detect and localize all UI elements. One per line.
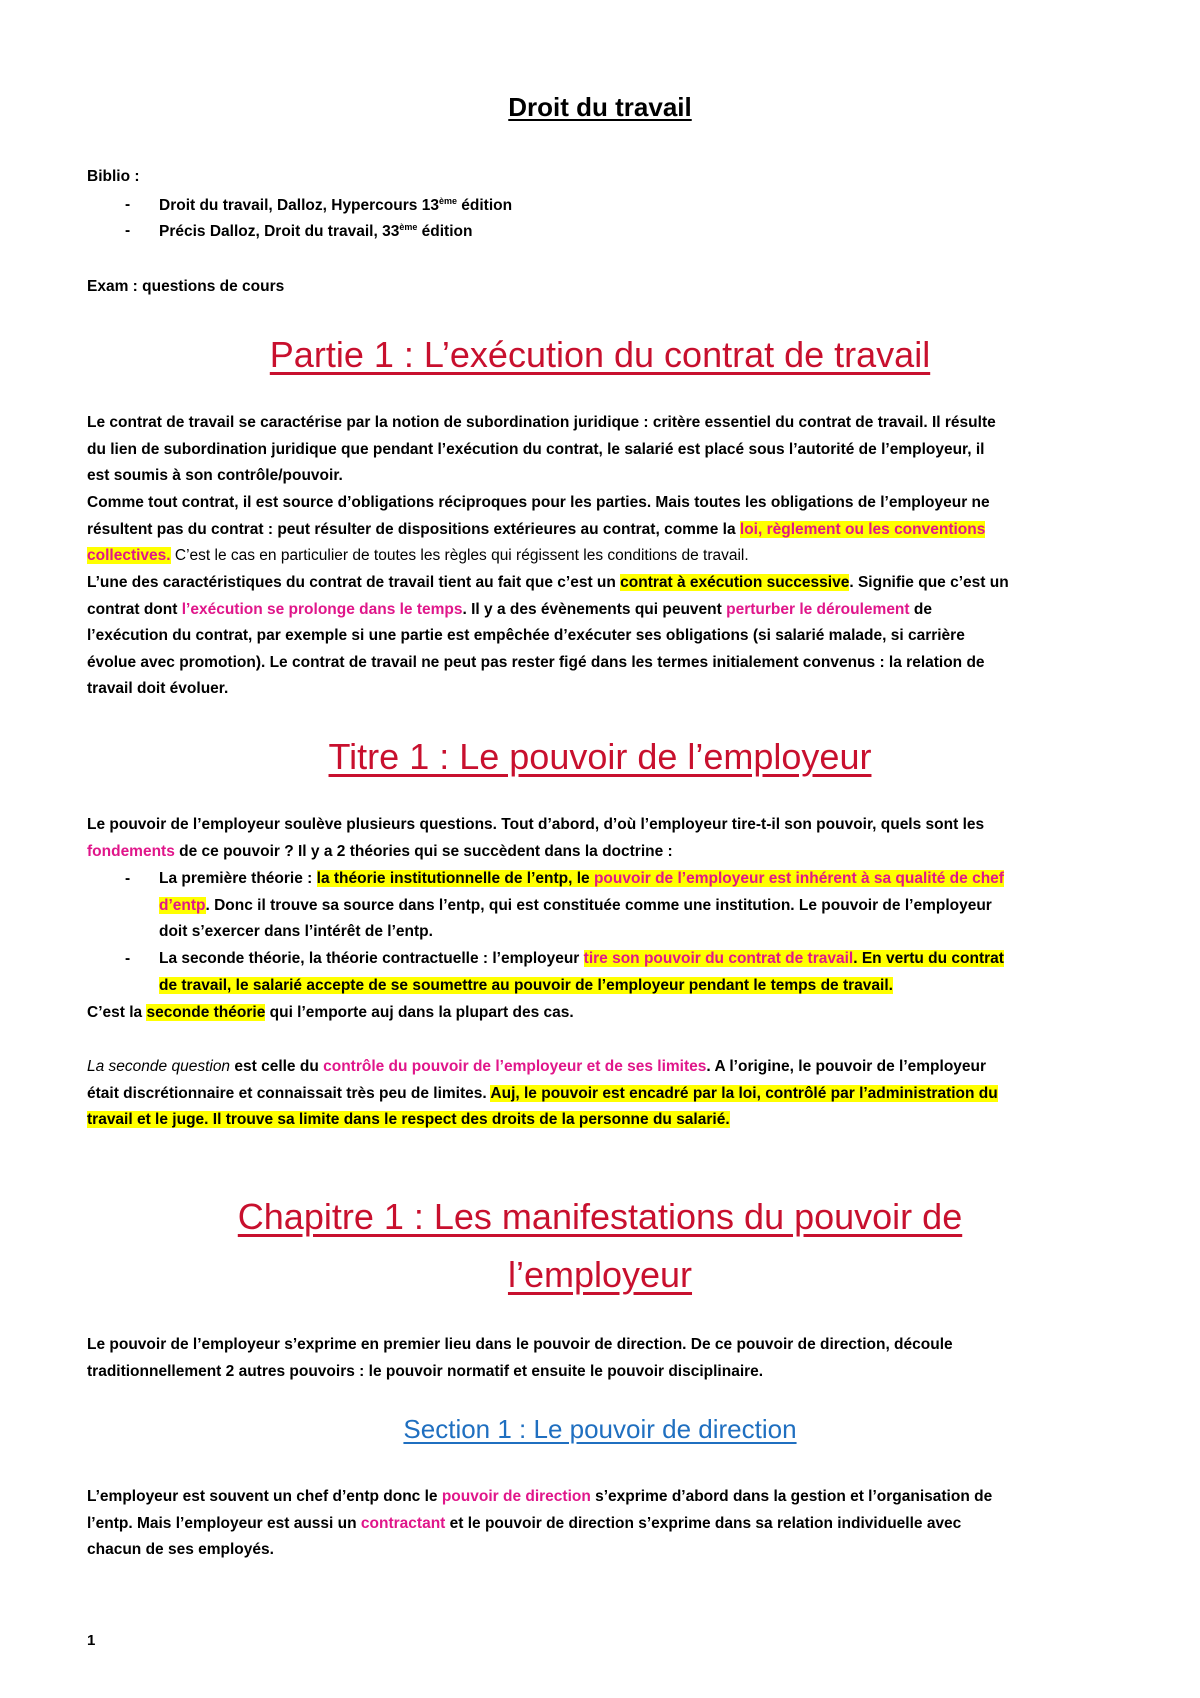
- biblio-label: Biblio :: [87, 168, 140, 185]
- chapitre-1-paragraph-1: Le pouvoir de l’employeur s’exprime en premier lieu dans le pouvoir de direction. De ce pouvoir de direction, découle traditionnellement 2 autres pouvoirs : le pouvoir normatif et ensuite le pouvoir disciplinaire.: [87, 1336, 953, 1380]
- theory-list-item-2: - La seconde théorie, la théorie contractuelle : l’employeur tire son pouvoir du contrat de travail. En vertu du contrat de travail, le salarié accepte de se soumettre au pouvoir de l’employeur pendant le temps de travail.: [125, 950, 1004, 994]
- partie-1-paragraph-1: Le contrat de travail se caractérise par la notion de subordination juridique : critère essentiel du contrat de travail. Il résulte du lien de subordination juridique que pendant l’exécution du contrat, le salarié est placé sous l’autorité de l’employeur, il est soumis à son contrôle/pouvoir.: [87, 414, 996, 484]
- document-page: Droit du travail Biblio : - Droit du travail, Dalloz, Hypercours 13ème édition - Précis Dalloz, Droit du travail, 33ème édition Exam : questions de cours Partie 1 : L’exécution du contrat de travail Le contrat de travail se caractérise par la notion de subordination juridique : critère essentiel du contrat de travail. Il résulte du lien de subordination juridique que pendant l’exécution du contrat, le salarié est placé sous l’autorité de l’employeur, il est soumis à son contrôle/pouvoir. Comme tout contrat, il est source d’obligations réciproques pour les parties. Mais toutes les obligations de l’employeur ne résultent pas du contrat : peut résulter de dispositions extérieures au contrat, comme la loi, règlement ou les conventions collectives. C’est le cas en particulier de toutes les règles qui régissent les conditions de travail. L’une des caractéristiques du contrat de travail tient au fait que c’est un contrat à exécution successive. Signifie que c’est un contrat dont l’exécution se prolonge dans le temps. Il y a des évènements qui peuvent perturber le déroulement de l’exécution du contrat, par exemple si une partie est empêchée d’exécuter ses obligations (si salarié malade, si carrière évolue avec promotion). Le contrat de travail ne peut pas rester figé dans les termes initialement convenus : la relation de travail doit évoluer. Titre 1 : Le pouvoir de l’employeur Le pouvoir de l’employeur soulève plusieurs questions. Tout d’abord, d’où l’employeur tire-t-il son pouvoir, quels sont les fondements de ce pouvoir ? Il y a 2 théories qui se succèdent dans la doctrine : - La première théorie : la théorie institutionnelle de l’entp, le pouvoir de l’employeur est inhérent à sa qualité de chef d’entp. Donc il trouve sa source dans l’entp, qui est constituée comme une institution. Le pouvoir de l’employeur doit s’exercer dans l’intérêt de l’entp. - La seconde théorie, la théorie contractuelle : l’employeur tire son pouvoir du contrat de travail. En vertu du contrat de travail, le salarié accepte de se soumettre au pouvoir de l’employeur pendant le temps de travail. C’est la seconde théorie qui l’emporte auj dans la plupart des cas. La seconde question est celle du contrôle du pouvoir de l’employeur et de ses limites. A l’origine, le pouvoir de l’employeur était discrétionnaire et connaissait très peu de limites. Auj, le pouvoir est encadré par la loi, contrôlé par l’administration du travail et le juge. Il trouve sa limite dans le respect des droits de la personne du salarié. Chapitre 1 : Les manifestations du pouvoir de l’employeur Le pouvoir de l’employeur s’exprime en premier lieu dans le pouvoir de direction. De ce pouvoir de direction, découle traditionnellement 2 autres pouvoirs : le pouvoir normatif et ensuite le pouvoir disciplinaire. Section 1 : Le pouvoir de direction L’employeur est souvent un chef d’entp donc le pouvoir de direction s’exprime d’abord dans la gestion et l’organisation de l’entp. Mais l’employeur est aussi un contractant et le pouvoir de direction s’exprime dans sa relation individuelle avec chacun de ses employés. 1: [0, 0, 1200, 1698]
- titre-1-paragraph-3: La seconde question est celle du contrôle du pouvoir de l’employeur et de ses limites. A l’origine, le pouvoir de l’employeur était discrétionnaire et connaissait très peu de limites. Auj, le pouvoir est encadré par la loi, contrôlé par l’administration du travail et le juge. Il trouve sa limite dans le respect des droits de la personne du salarié.: [87, 1058, 998, 1128]
- section-1-heading: Section 1 : Le pouvoir de direction: [403, 1414, 797, 1444]
- section-1-paragraph-1: L’employeur est souvent un chef d’entp donc le pouvoir de direction s’exprime d’abord dans la gestion et l’organisation de l’entp. Mais l’employeur est aussi un contractant et le pouvoir de direction s’exprime dans sa relation individuelle avec chacun de ses employés.: [87, 1488, 993, 1558]
- partie-1-paragraph-2: Comme tout contrat, il est source d’obligations réciproques pour les parties. Mais toutes les obligations de l’employeur ne résultent pas du contrat : peut résulter de dispositions extérieures au contrat, comme la loi, règlement ou les conventions collectives. C’est le cas en particulier de toutes les règles qui régissent les conditions de travail.: [87, 494, 990, 564]
- chapitre-1-heading-line-2: l’employeur: [507, 1254, 693, 1295]
- theory-list-item-1: - La première théorie : la théorie institutionnelle de l’entp, le pouvoir de l’employeur est inhérent à sa qualité de chef d’entp. Donc il trouve sa source dans l’entp, qui est constituée comme une institution. Le pouvoir de l’employeur doit s’exercer dans l’intérêt de l’entp.: [125, 870, 1004, 940]
- partie-1-paragraph-3: L’une des caractéristiques du contrat de travail tient au fait que c’est un contrat à exécution successive. Signifie que c’est un contrat dont l’exécution se prolonge dans le temps. Il y a des évènements qui peuvent perturber le déroulement de l’exécution du contrat, par exemple si une partie est empêchée d’exécuter ses obligations (si salarié malade, si carrière évolue avec promotion). Le contrat de travail ne peut pas rester figé dans les termes initialement convenus : la relation de travail doit évoluer.: [87, 574, 1009, 697]
- chapitre-1-heading-line-1: Chapitre 1 : Les manifestations du pouvoir de: [237, 1196, 963, 1237]
- titre-1-paragraph-1: Le pouvoir de l’employeur soulève plusieurs questions. Tout d’abord, d’où l’employeur tire-t-il son pouvoir, quels sont les fondements de ce pouvoir ? Il y a 2 théories qui se succèdent dans la doctrine :: [87, 816, 985, 860]
- page-number: 1: [87, 1632, 96, 1649]
- document-title: Droit du travail: [508, 92, 692, 122]
- partie-1-heading: Partie 1 : L’exécution du contrat de travail: [269, 334, 931, 375]
- exam-note: Exam : questions de cours: [87, 278, 285, 295]
- titre-1-paragraph-2: C’est la seconde théorie qui l’emporte auj dans la plupart des cas.: [87, 1004, 574, 1021]
- titre-1-heading: Titre 1 : Le pouvoir de l’employeur: [328, 736, 872, 777]
